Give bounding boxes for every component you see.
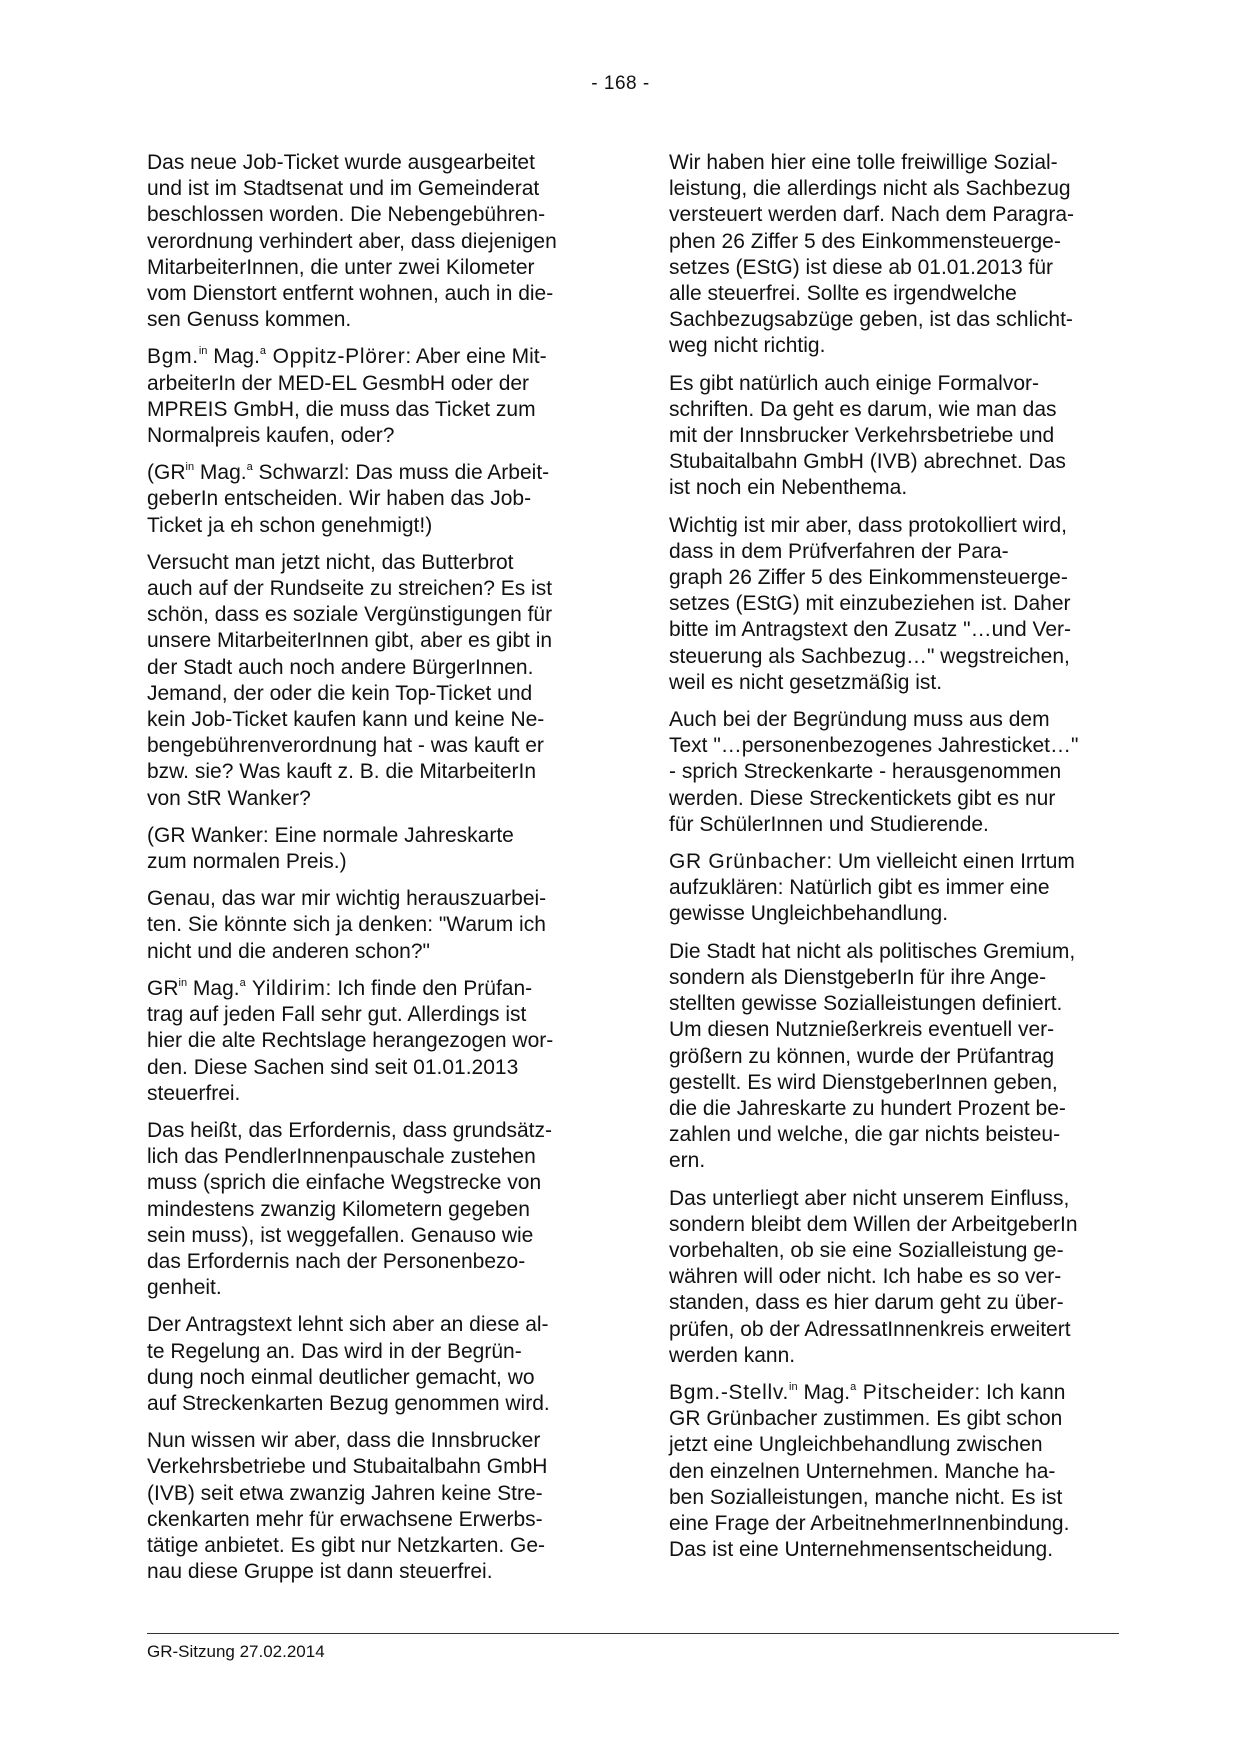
superscript: a xyxy=(259,345,267,358)
paragraph: Die Stadt hat nicht als politisches Gremium, sondern als DienstgeberIn für ihre Ange- stellten gewisse Sozialleistungen definiert. Um diesen Nutznießerkreis eventuell ver- größern zu können, wurde der Prüfantrag gestellt. Es wird DienstgeberInnen geben, die die Jahreskarte zu hundert Prozent be- zahlen und welche, die gar nichts beisteu- ern. xyxy=(669,939,1076,1173)
paragraph: Nun wissen wir aber, dass die Innsbrucker Verkehrsbetriebe und Stubaitalbahn GmbH (IVB) seit etwa zwanzig Jahren keine Stre- ckenkarten mehr für erwachsene Erwerbs- tätige anbietet. Es gibt nur Netzkarten. Ge- nau diese Gruppe ist dann steuerfrei. xyxy=(147,1429,548,1584)
speech-text: Schwarzl: Das muss die Arbeit- geberIn entscheiden. Wir haben das Job- Ticket ja eh schon genehmigt!) xyxy=(147,461,550,537)
speaker-paragraph xyxy=(669,1380,1119,1563)
paragraph: Das unterliegt aber nicht unserem Einfluss, sondern bleibt dem Willen der ArbeitgeberIn vorbehalten, ob sie eine Sozialleistung ge- währen will oder nicht. Ich habe es so ver- standen, dass es hier darum geht zu über- prüfen, ob der AdressatInnenkreis erweitert werden kann. xyxy=(669,1186,1078,1367)
right-column xyxy=(669,150,1119,1574)
paragraph: Es gibt natürlich auch einige Formalvor- schriften. Da geht es darum, wie man das mit der Innsbrucker Verkehrsbetriebe und Stubaitalbahn GmbH (IVB) abrechnet. Das ist noch ein Nebenthema. xyxy=(669,371,1066,500)
superscript: in xyxy=(178,976,188,989)
paragraph: Genau, das war mir wichtig herauszuarbei- ten. Sie könnte sich ja denken: "Warum ich nicht und die anderen schon?" xyxy=(147,887,547,963)
speaker-title: Mag. xyxy=(187,976,240,1000)
interjection-paragraph xyxy=(147,460,594,539)
superscript: in xyxy=(185,461,195,474)
superscript: in xyxy=(198,345,208,358)
speaker-title: Mag. xyxy=(207,345,260,369)
page-number: - 168 - xyxy=(591,73,650,94)
speaker-name: GR Grünbacher xyxy=(669,850,827,874)
speaker-paragraph xyxy=(669,849,1119,928)
superscript: a xyxy=(850,1380,857,1393)
speech-text: : Ich finde den Prüfan- trag auf jeden Fall sehr gut. Allerdings ist hier die alte Rechtslage herangezogen wor- den. Diese Sachen sind seit 01.01.2013 steuerfrei. xyxy=(147,976,554,1105)
paragraph: Versucht man jetzt nicht, das Butterbrot auch auf der Rundseite zu streichen? Es ist schön, dass es soziale Vergünstigungen für unsere MitarbeiterInnen gibt, aber es gibt in der Stadt auch noch andere BürgerInnen. Jemand, der oder die kein Top-Ticket und kein Job-Ticket kaufen kann und keine Ne- bengebührenverordnung hat - was kauft er bzw. sie? Was kauft z. B. die MitarbeiterIn von StR Wanker? xyxy=(147,550,553,810)
speaker-title: (GR xyxy=(147,461,186,485)
footer-divider xyxy=(147,1633,1119,1634)
paragraph: Das heißt, das Erfordernis, dass grundsätz- lich das PendlerInnenpauschale zustehen muss (sprich die einfache Wegstrecke von mindestens zwanzig Kilometern gegeben sein muss), ist weggefallen. Genauso wie das Erfordernis nach der Personenbezo- genheit. xyxy=(147,1118,553,1300)
footer-session-date: GR-Sitzung 27.02.2014 xyxy=(147,1642,325,1661)
paragraph: Wichtig ist mir aber, dass protokolliert wird, dass in dem Prüfverfahren der Para- graph 26 Ziffer 5 des Einkommensteuerge- setzes (EStG) mit einzubeziehen ist. Daher bitte im Antragstext den Zusatz "…und Ver- steuerung als Sachbezug…" wegstreichen, weil es nicht gesetzmäßig ist. xyxy=(669,513,1071,694)
left-column xyxy=(147,150,594,1596)
speech-text: : Ich kann GR Grünbacher zustimmen. Es gibt schon jetzt eine Ungleichbehandlung zwischen den einzelnen Unternehmen. Manche ha- ben Sozialleistungen, manche nicht. Es ist eine Frage der ArbeitnehmerInnenbindung. Das ist eine Unternehmensentscheidung. xyxy=(669,1380,1070,1562)
paragraph: Das neue Job-Ticket wurde ausgearbeitet und ist im Stadtsenat und im Gemeinderat beschlossen worden. Die Nebengebühren- verordnung verhindert aber, dass diejenigen MitarbeiterInnen, die unter zwei Kilometer vom Dienstort entfernt wohnen, auch in die- sen Genuss kommen. xyxy=(147,151,557,332)
speaker-name: Bgm. xyxy=(147,345,199,369)
speaker-title: Mag. xyxy=(797,1380,851,1404)
superscript: a xyxy=(246,461,253,474)
speaker-name: Pitscheider xyxy=(856,1380,975,1404)
paragraph: Wir haben hier eine tolle freiwillige Sozial- leistung, die allerdings nicht als Sachbezug versteuert werden darf. Nach dem Paragra- phen 26 Ziffer 5 des Einkommensteuerge- setzes (EStG) ist diese ab 01.01.2013 für alle steuerfrei. Sollte es irgendwelche Sachbezugsabzüge geben, ist das schlicht- weg nicht richtig. xyxy=(669,151,1075,358)
interjection-paragraph: (GR Wanker: Eine normale Jahreskarte zum normalen Preis.) xyxy=(147,823,514,874)
speaker-name: Yildirim xyxy=(245,976,326,1000)
speaker-name: Bgm.-Stellv. xyxy=(669,1380,790,1404)
speaker-name: Oppitz-Plörer xyxy=(266,345,406,369)
paragraph: Der Antragstext lehnt sich aber an diese al- te Regelung an. Das wird in der Begrün- dung noch einmal deutlicher gemacht, wo auf Streckenkarten Bezug genommen wird. xyxy=(147,1313,550,1415)
speaker-title: GR xyxy=(147,976,179,1000)
superscript: in xyxy=(789,1380,798,1393)
speaker-paragraph xyxy=(147,344,594,449)
speech-text: : Um vielleicht einen Irrtum aufzuklären: Natürlich gibt es immer eine gewisse Ungleichbehandlung. xyxy=(669,850,1075,926)
speaker-paragraph xyxy=(147,976,594,1107)
superscript: a xyxy=(239,976,246,989)
speaker-title: Mag. xyxy=(194,461,247,485)
speech-text: : Aber eine Mit- arbeiterIn der MED-EL GesmbH oder der MPREIS GmbH, die muss das Ticket zum Normalpreis kaufen, oder? xyxy=(147,345,547,448)
paragraph: Auch bei der Begründung muss aus dem Text "…personenbezogenes Jahresticket…" - sprich Streckenkarte - herausgenommen werden. Diese Streckentickets gibt es nur für SchülerInnen und Studierende. xyxy=(669,708,1079,836)
